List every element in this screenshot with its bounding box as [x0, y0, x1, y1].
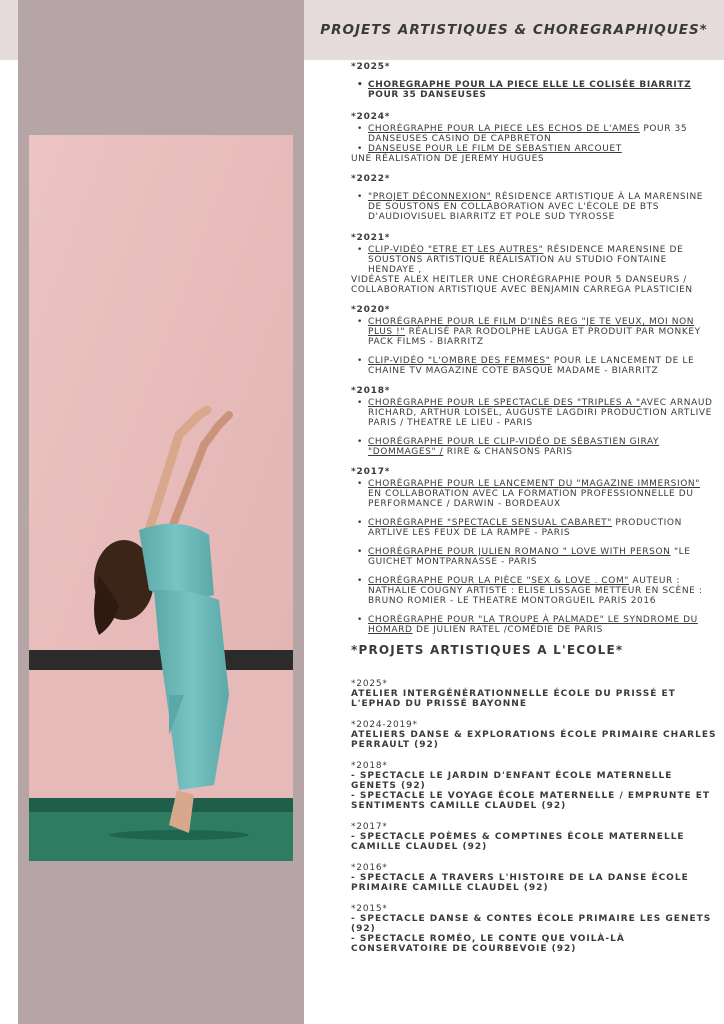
school-section-2018 — [351, 761, 717, 811]
list-item — [351, 80, 717, 100]
list-item — [351, 398, 717, 428]
year-section-2022 — [351, 174, 717, 222]
project-text: AUTEUR : NATHALIE COUGNY ARTISTE : ELISE LISSAGE METTEUR EN SCÈNE : BRUNO ROMIER - LE THEATRE MONTORGUEIL PARIS 2016 — [368, 576, 703, 606]
project-link[interactable]: CHORÉGRAPHE "SPECTACLE SENSUAL CABARET" — [368, 518, 612, 528]
project-link[interactable]: CHORÉGRAPHE POUR LE CLIP-VIDÉO DE SÉBASTIEN GIRAY "DOMMAGES" / — [368, 437, 660, 457]
school-section-2024-2019 — [351, 720, 717, 750]
list-item — [351, 124, 717, 144]
year-label: *2024* — [351, 112, 391, 122]
list-item — [351, 245, 717, 275]
project-text: DE JULIEN RATEL /COMÉDIE DE PARIS — [412, 625, 603, 635]
dancer-photo-illustration — [29, 135, 293, 861]
project-text: PRODUCTION ARTLIVE LES FEUX DE LA RAMPE - PARIS — [368, 518, 682, 538]
project-text: AVEC ARNAUD RICHARD, ARTHUR LOISEL, AUGUSTE LAGDIRI PRODUCTION ARTLIVE PARIS / THEATRE LE LIEU - PARIS — [368, 398, 713, 428]
project-text: POUR 35 DANSEUSES CASINO DE CAPBRETON — [368, 124, 688, 144]
school-text: ATELIER INTERGÉNÉRATIONNELLE ÉCOLE DU PRISSÉ ET L'EPHAD DU PRISSÉ BAYONNE — [351, 689, 676, 709]
year-label: *2022* — [351, 174, 391, 184]
year-label: *2015* — [351, 904, 388, 914]
list-item — [351, 437, 717, 457]
school-section-2016 — [351, 863, 717, 893]
list-item — [351, 518, 717, 538]
list-item — [351, 479, 717, 509]
school-heading: *PROJETS ARTISTIQUES A L'ECOLE* — [351, 643, 624, 657]
content-column — [351, 62, 717, 954]
year-label: *2016* — [351, 863, 388, 873]
year-section-2018 — [351, 386, 717, 457]
year-label: *2024-2019* — [351, 720, 418, 730]
school-section-2015 — [351, 904, 717, 954]
school-text: - SPECTACLE LE VOYAGE ÉCOLE MATERNELLE / EMPRUNTE ET SENTIMENTS CAMILLE CLAUDEL (92) — [351, 791, 711, 811]
list-item — [351, 615, 717, 635]
project-text: UNE RÉALISATION DE JEREMY HUGUES — [351, 154, 545, 164]
project-link[interactable]: CHORÉGRAPHE POUR JULIEN ROMANO " LOVE WITH PERSON — [368, 547, 671, 557]
project-link[interactable]: CHORÉGRAPHE POUR LE LANCEMENT DU "MAGAZINE IMMERSION" — [368, 479, 700, 489]
project-link[interactable]: CHOREGRAPHE POUR LA PIECE ELLE LE COLISÉE BIARRITZ — [368, 80, 692, 90]
dancer-backbend-photo — [29, 135, 293, 861]
school-text: - SPECTACLE ROMÉO, LE CONTE QUE VOILÀ-LÀ CONSERVATOIRE DE COURBEVOIE (92) — [351, 934, 625, 954]
project-text: RÉSIDENCE ARTISTIQUE À LA MARENSINE DE SOUSTONS EN COLLABORATION AVEC L'ÉCOLE DE BTS D'AUDIOVISUEL BIARRITZ ET POLE SUD TYROSSE — [368, 192, 704, 222]
school-section-2025 — [351, 679, 717, 709]
school-text: ATELIERS DANSE & EXPLORATIONS ÉCOLE PRIMAIRE CHARLES PERRAULT (92) — [351, 730, 717, 750]
project-link[interactable]: CHORÉGRAPHE POUR LA PIECE LES ECHOS DE L'AMES — [368, 124, 640, 134]
list-item — [351, 576, 717, 606]
page-title: PROJETS ARTISTIQUES & CHOREGRAPHIQUES* — [320, 22, 708, 38]
project-link[interactable]: CLIP-VIDÉO "ETRE ET LES AUTRES" — [368, 245, 544, 255]
year-section-2025 — [351, 62, 717, 100]
project-link[interactable]: CLIP-VIDÉO "L'OMBRE DES FEMMES" — [368, 356, 551, 366]
year-section-2021 — [351, 233, 717, 295]
school-text: - SPECTACLE DANSE & CONTES ÉCOLE PRIMAIRE LES GENETS (92) — [351, 914, 712, 934]
year-section-2024 — [351, 112, 717, 164]
school-text: - SPECTACLE POÈMES & COMPTINES ÉCOLE MATERNELLE CAMILLE CLAUDEL (92) — [351, 832, 685, 852]
year-label: *2025* — [351, 679, 388, 689]
year-label: *2018* — [351, 386, 391, 396]
project-text: RÉALISÉ PAR RODOLPHE LAUGA ET PRODUIT PAR MONKEY PACK FILMS - BIARRITZ — [368, 327, 701, 347]
project-text: POUR 35 DANSEUSES — [368, 90, 487, 100]
year-label: *2018* — [351, 761, 388, 771]
project-link[interactable]: CHORÉGRAPHE POUR "LA TROUPE À PALMADE" LE SYNDROME DU HOMARD — [368, 615, 698, 635]
project-link[interactable]: "PROJET DÉCONNEXION" — [368, 192, 492, 202]
project-link[interactable]: CHORÉGRAPHE POUR LE FILM D'INÈS REG "JE TE VEUX, MOI NON PLUS !" — [368, 317, 695, 337]
year-label: *2021* — [351, 233, 391, 243]
project-link[interactable]: CHORÉGRAPHE POUR LA PIÈCE "SEX & LOVE . COM" — [368, 576, 630, 586]
project-text: VIDÉASTE ALEX HEITLER UNE CHORÉGRAPHIE POUR 5 DANSEURS / COLLABORATION ARTISTIQUE AVEC BENJAMIN CARREGA PLASTICIEN — [351, 275, 693, 295]
project-link[interactable]: DANSEUSE POUR LE FILM DE SEBASTIEN ARCOUET — [368, 144, 622, 154]
year-section-2017 — [351, 467, 717, 635]
project-text: "LE GUICHET MONTPARNASSE - PARIS — [368, 547, 691, 567]
school-text: - SPECTACLE A TRAVERS L'HISTOIRE DE LA DANSE ÉCOLE PRIMAIRE CAMILLE CLAUDEL (92) — [351, 873, 689, 893]
list-item — [351, 144, 717, 154]
year-label: *2025* — [351, 62, 391, 72]
project-text: EN COLLABORATION AVEC LA FORMATION PROFESSIONNELLE DU PERFORMANCE / DARWIN - BORDEAUX — [368, 489, 694, 509]
school-section-2017 — [351, 822, 717, 852]
school-text: - SPECTACLE LE JARDIN D'ENFANT ÉCOLE MATERNELLE GENETS (92) — [351, 771, 673, 791]
year-label: *2017* — [351, 467, 391, 477]
year-label: *2020* — [351, 305, 391, 315]
year-section-2020 — [351, 305, 717, 376]
list-item — [351, 547, 717, 567]
project-link[interactable]: CHORÉGRAPHE POUR LE SPECTACLE DES "TRIPLES A " — [368, 398, 641, 408]
year-label: *2017* — [351, 822, 388, 832]
project-text: RIRE & CHANSONS PARIS — [443, 447, 573, 457]
list-item — [351, 192, 717, 222]
project-text: RÉSIDENCE MARENSINE DE SOUSTONS ARTISTIQUE RÉALISATION AU STUDIO FONTAINE HENDAYE , — [368, 245, 684, 275]
list-item — [351, 317, 717, 347]
list-item — [351, 356, 717, 376]
project-text: POUR LE LANCEMENT DE LE CHAINE TV MAGAZINE COTE BASQUE MADAME - BIARRITZ — [368, 356, 695, 376]
